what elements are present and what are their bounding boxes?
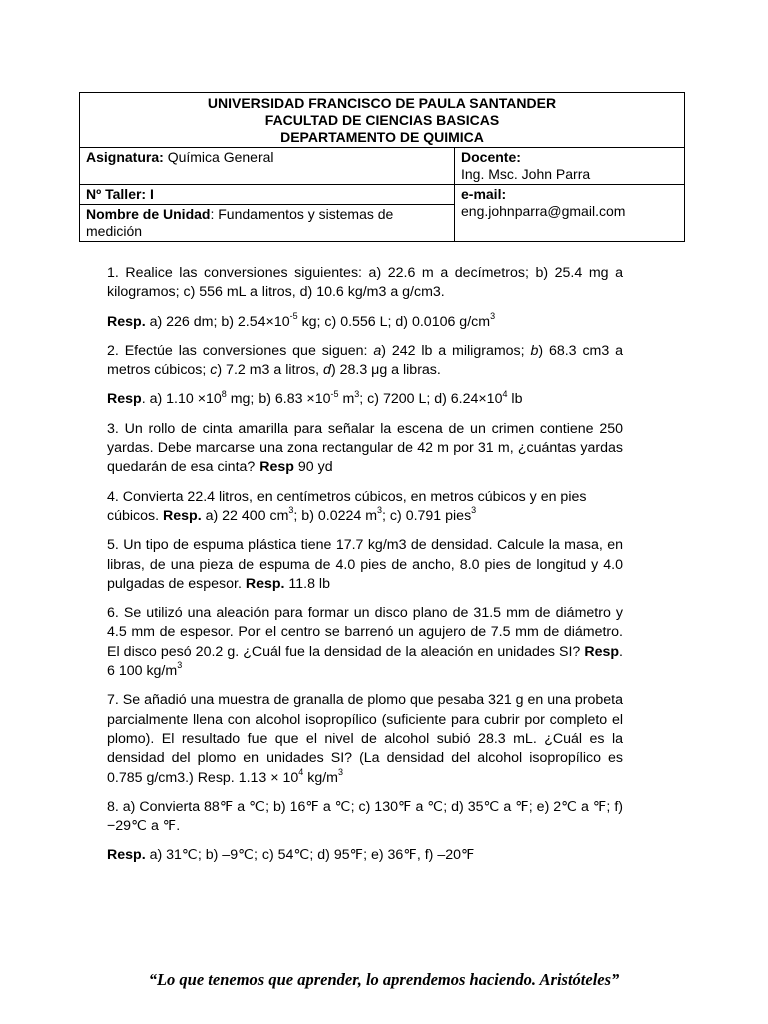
question-8: 8. a) Convierta 88℉ a ℃; b) 16℉ a ℃; c) 130℉ a ℃; d) 35℃ a ℉; e) 2℃ a ℉; f) −29℃ a ℉. xyxy=(107,798,623,835)
answer-2: Resp. a) $1.10 \times 10^8$ mg; b) $6.83 \times 10^{-5}$ $m^3$; c) 7200 L; d) $6.24\times 10^4$ lb xyxy=(107,388,523,408)
university-name: UNIVERSIDAD FRANCISCO DE PAULA SANTANDER xyxy=(207,95,557,111)
question-6: 6. Se utilizó una aleación para formar un disco plano de 31.5 mm de diámetro y 4.5 mm de espesor. Por el centro se barrenó un agujero de 7.5 mm de diámetro. El disco pesó 20.2 g. ¿Cuál fue la densidad de la aleación en unidades SI? Resp. 6 100 $kg/m^3$ xyxy=(107,605,623,680)
teacher-value: Ing. Msc. John Parra xyxy=(461,166,591,182)
resp-label: Resp xyxy=(245,575,281,592)
question-7: 7. Se añadió una muestra de granalla de plomo que pesaba 321 g en una probeta parcialmente llena con alcohol isopropílico (suficiente para cubrir por completo el plomo). El resultado fue que el nivel de alcohol subió 28.3 mL. ¿Cuál es la densidad del plomo en unidades SI? (La densidad del alcohol isopropílico es 0.785 g/cm3.) Resp. $1.13 \times 10^4$ $kg/m^3$ xyxy=(107,692,623,786)
question-3: 3. Un rollo de cinta amarilla para señalar la escena de un crimen contiene 250 yardas. Debe marcarse una zona rectangular de 42 m por 31 m, ¿cuántas yardas quedarán de esa cinta? Resp 90 yd xyxy=(107,420,623,476)
answer-8: Resp. a) 31℃; b) –9℃; c) 54℃; d) 95℉; e) 36℉, f) –20℉ xyxy=(107,847,475,864)
email-label: e-mail: xyxy=(461,186,507,202)
teacher-cell xyxy=(455,148,685,185)
workshop-label: Nº Taller: I xyxy=(86,186,154,202)
subject-label: Asignatura: xyxy=(86,149,164,165)
teacher-label: Docente: xyxy=(461,149,521,165)
resp-label: Resp xyxy=(163,507,198,524)
resp-label: Resp xyxy=(107,847,142,864)
email-cell xyxy=(455,185,685,242)
subject-cell xyxy=(80,148,455,185)
unit-value: : Fundamentos y sistemas de medición xyxy=(86,206,394,239)
resp-label: Resp xyxy=(107,391,142,408)
unit-label: Nombre de Unidad xyxy=(86,206,211,222)
question-1: 1. Realice las conversiones siguientes: a) 22.6 m a decímetros; b) 25.4 mg a kilogramos; c) 556 mL a litros, d) 10.6 kg/m3 a g/cm3. xyxy=(107,265,623,301)
unit-cell xyxy=(80,205,455,242)
institution-header xyxy=(80,93,685,148)
question-4: 4. Convierta 22.4 litros, en centímetros cúbicos, en metros cúbicos y en pies cúbicos. Resp. a) 22 400 $cm^3$; b) 0.0224 $m^3$; c) 0.791 pies$^3$ xyxy=(107,488,587,524)
email-value: eng.johnparra@gmail.com xyxy=(461,203,626,219)
faculty-name: FACULTAD DE CIENCIAS BASICAS xyxy=(264,112,500,128)
subject-value: Química General xyxy=(167,149,274,165)
closing-quote: “Lo que tenemos que aprender, lo aprendemos haciendo. Aristóteles” xyxy=(148,970,620,989)
question-2: 2. Efectúe las conversiones que siguen: a) 242 lb a miligramos; b) 68.3 cm3 a metros cúbicos; c) 7.2 m3 a litros, d) 28.3 μg a libras. xyxy=(107,342,624,379)
department-name: DEPARTAMENTO DE QUIMICA xyxy=(280,129,484,145)
resp-label: Resp xyxy=(107,313,142,330)
exercise-list xyxy=(107,264,623,876)
header-table xyxy=(79,92,685,242)
resp-label: Resp xyxy=(259,459,294,476)
answer-1: Resp. a) 226 dm; b) $2.54\times 10^{-5}$ kg; c) 0.556 L; d) 0.0106 $g/cm^3$ xyxy=(107,310,496,330)
question-5: 5. Un tipo de espuma plástica tiene 17.7 kg/m3 de densidad. Calcule la masa, en libras, de una pieza de espuma de 4.0 pies de ancho, 8.0 pies de longitud y 4.0 pulgadas de espesor. Resp. 11.8 lb xyxy=(107,537,623,592)
workshop-cell xyxy=(80,185,455,205)
resp-label: Resp xyxy=(584,643,620,660)
